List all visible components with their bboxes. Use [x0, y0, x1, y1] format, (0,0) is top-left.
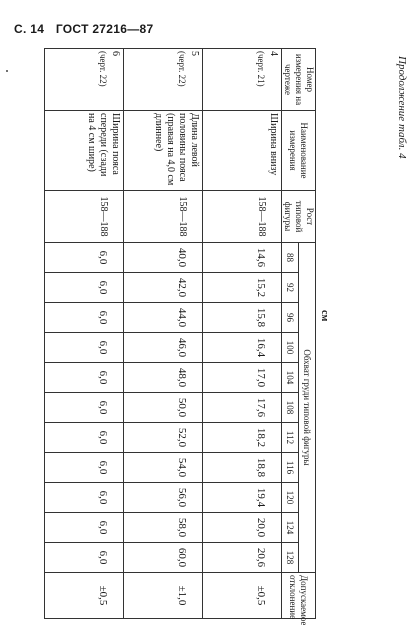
figure-height: 158—188	[124, 191, 203, 243]
chest-size-104: 104	[282, 363, 299, 393]
value-cell: 6,0	[45, 333, 124, 363]
value-cell: 6,0	[45, 363, 124, 393]
value-cell: 16,4	[203, 333, 282, 363]
measurement-table	[44, 48, 316, 625]
chest-size-88: 88	[282, 243, 299, 273]
value-cell: 19,4	[203, 483, 282, 513]
measurement-number	[203, 49, 282, 111]
value-cell: 40,0	[124, 243, 203, 273]
value-cell: 6,0	[45, 243, 124, 273]
value-cell: 20,0	[203, 513, 282, 543]
unit-label: см	[319, 310, 330, 322]
col-name-header: Наименование измерения	[282, 111, 316, 191]
value-cell: 18,8	[203, 453, 282, 483]
table-row	[45, 49, 124, 619]
col-height-header: Рост типовой фигуры	[282, 191, 316, 243]
measurement-number	[45, 49, 124, 111]
value-cell: 50,0	[124, 393, 203, 423]
table-row	[124, 49, 203, 619]
value-cell: 54,0	[124, 453, 203, 483]
value-cell: 56,0	[124, 483, 203, 513]
value-cell: 46,0	[124, 333, 203, 363]
header-row	[299, 49, 316, 619]
value-cell: 6,0	[45, 543, 124, 573]
col-tolerance-header: Допускаемое отклонение	[282, 573, 316, 619]
speck	[6, 70, 8, 72]
chest-size-96: 96	[282, 303, 299, 333]
figure-height: 158—188	[45, 191, 124, 243]
value-cell: 15,2	[203, 273, 282, 303]
tolerance-cell: ±1,0	[124, 573, 203, 619]
chest-size-128: 128	[282, 543, 299, 573]
col-number-header: Номер измерения на чертеже	[282, 49, 316, 111]
value-cell: 15,8	[203, 303, 282, 333]
figure-height: 158—188	[203, 191, 282, 243]
value-cell: 17,6	[203, 393, 282, 423]
measurement-index: 6	[110, 51, 121, 56]
chest-size-92: 92	[282, 273, 299, 303]
tolerance-cell: ±0,5	[45, 573, 124, 619]
value-cell: 20,6	[203, 543, 282, 573]
value-cell: 6,0	[45, 513, 124, 543]
value-cell: 42,0	[124, 273, 203, 303]
value-cell: 44,0	[124, 303, 203, 333]
value-cell: 6,0	[45, 453, 124, 483]
drawing-reference: (черт. 22)	[98, 51, 108, 87]
value-cell: 18,2	[203, 423, 282, 453]
measurement-index: 4	[268, 51, 279, 56]
value-cell: 6,0	[45, 273, 124, 303]
page-number: С. 14	[14, 22, 45, 36]
value-cell: 6,0	[45, 303, 124, 333]
table-row	[203, 49, 282, 619]
tolerance-cell: ±0,5	[203, 573, 282, 619]
value-cell: 17,0	[203, 363, 282, 393]
drawing-reference: (черт. 21)	[256, 51, 266, 87]
value-cell: 58,0	[124, 513, 203, 543]
value-cell: 52,0	[124, 423, 203, 453]
chest-size-100: 100	[282, 333, 299, 363]
measurement-name: Ширина пояса спереди (сзади на 4 см шире)	[45, 111, 124, 191]
standard-code: ГОСТ 27216—87	[55, 22, 154, 36]
chest-size-116: 116	[282, 453, 299, 483]
value-cell: 6,0	[45, 393, 124, 423]
table-caption: Продолжение табл. 4	[396, 56, 408, 159]
drawing-reference: (черт. 22)	[177, 51, 187, 87]
measurement-number	[124, 49, 203, 111]
value-cell: 14,6	[203, 243, 282, 273]
chest-size-124: 124	[282, 513, 299, 543]
chest-group-header: Обхват груди типовой фигуры	[299, 243, 316, 573]
table-body	[45, 49, 282, 619]
chest-size-120: 120	[282, 483, 299, 513]
value-cell: 6,0	[45, 423, 124, 453]
value-cell: 48,0	[124, 363, 203, 393]
value-cell: 6,0	[45, 483, 124, 513]
value-cell: 60,0	[124, 543, 203, 573]
rotated-table-stage	[12, 48, 408, 625]
page-header	[14, 22, 161, 36]
chest-size-112: 112	[282, 423, 299, 453]
chest-size-108: 108	[282, 393, 299, 423]
measurement-name: Ширина внизу	[203, 111, 282, 191]
measurement-index: 5	[189, 51, 200, 56]
measurement-name: Длина левой половины пояса (правая на 4,0 см длиннее)	[124, 111, 203, 191]
